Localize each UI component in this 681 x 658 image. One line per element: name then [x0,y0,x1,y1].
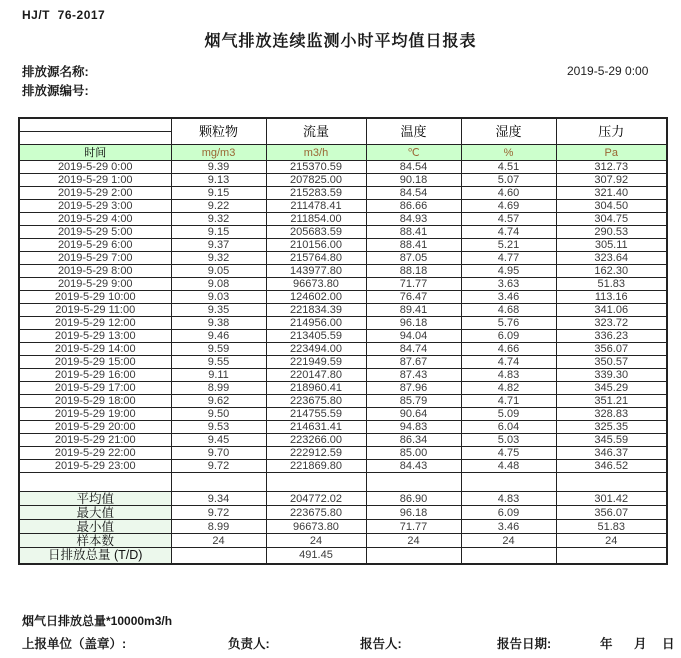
unit-humidity: % [461,145,556,161]
summary-row-value: 491.45 [266,548,366,564]
table-row-value: 205683.59 [266,226,366,239]
table-row-value: 210156.00 [266,239,366,252]
table-row-value: 86.66 [366,200,461,213]
table-row-value: 3.63 [461,278,556,291]
summary-row-value: 24 [266,534,366,548]
table-row-value: 85.00 [366,447,461,460]
table-row-value: 345.59 [556,434,667,447]
summary-row-value [461,548,556,564]
summary-row-value: 8.99 [171,520,266,534]
table-row-value: 215283.59 [266,187,366,200]
table-row [19,304,667,317]
footer-note: 烟气日排放总量*10000m3/h [22,614,173,628]
column-header-flow: 流量 [266,118,366,145]
table-row [19,252,667,265]
table-row-value: 9.32 [171,213,266,226]
table-row-value: 90.64 [366,408,461,421]
table-row [19,356,667,369]
table-row-value: 4.74 [461,356,556,369]
table-row-value: 4.82 [461,382,556,395]
summary-body [19,492,667,564]
table-row-value: 88.41 [366,239,461,252]
table-row-value: 84.43 [366,460,461,473]
table-row-value: 9.08 [171,278,266,291]
table-row-value: 304.50 [556,200,667,213]
table-row-value: 96673.80 [266,278,366,291]
table-row-label: 2019-5-29 6:00 [19,239,171,252]
summary-row-label: 平均值 [19,492,171,506]
table-row-value: 84.54 [366,161,461,174]
table-row [19,369,667,382]
summary-row-value: 6.09 [461,506,556,520]
pollutant-header-row [19,118,667,145]
table-row [19,317,667,330]
table-row [19,226,667,239]
report-date-label: 报告日期: [497,637,552,651]
table-row-value: 113.16 [556,291,667,304]
table-row-value: 4.95 [461,265,556,278]
corner-top-cell [20,119,171,132]
table-row-value: 76.47 [366,291,461,304]
table-row-value: 9.32 [171,252,266,265]
day-label: 日 [662,637,675,651]
table-row-value: 9.53 [171,421,266,434]
table-row-value: 207825.00 [266,174,366,187]
table-row-value: 89.41 [366,304,461,317]
summary-row-value: 4.83 [461,492,556,506]
table-row-value: 312.73 [556,161,667,174]
summary-row-value: 204772.02 [266,492,366,506]
table-row-value: 346.52 [556,460,667,473]
table-row-value: 143977.80 [266,265,366,278]
table-row-value: 5.07 [461,174,556,187]
table-row-value: 4.69 [461,200,556,213]
table-row-value: 6.09 [461,330,556,343]
table-row-label: 2019-5-29 10:00 [19,291,171,304]
table-row-value: 218960.41 [266,382,366,395]
table-row-value: 88.41 [366,226,461,239]
source-name-label: 排放源名称: [22,65,89,79]
table-row-value: 4.60 [461,187,556,200]
column-header-particulate: 颗粒物 [171,118,266,145]
unit-pressure: Pa [556,145,667,161]
summary-row-value: 96.18 [366,506,461,520]
table-row [19,421,667,434]
table-row-value: 223494.00 [266,343,366,356]
table-row-value: 86.34 [366,434,461,447]
summary-row-value: 9.72 [171,506,266,520]
table-row-label: 2019-5-29 14:00 [19,343,171,356]
table-row-value: 5.76 [461,317,556,330]
table-row-value: 9.55 [171,356,266,369]
table-row-label: 2019-5-29 21:00 [19,434,171,447]
table-row-value: 9.15 [171,187,266,200]
table-row-value: 4.77 [461,252,556,265]
table-row-value: 6.04 [461,421,556,434]
table-row-value: 9.72 [171,460,266,473]
corner-cell [19,118,171,145]
report-table [18,117,668,565]
table-row-value: 211854.00 [266,213,366,226]
table-row-label: 2019-5-29 4:00 [19,213,171,226]
table-row-value: 350.57 [556,356,667,369]
summary-row-value: 356.07 [556,506,667,520]
table-row-value: 4.68 [461,304,556,317]
summary-row-label: 日排放总量 (T/D) [19,548,171,564]
standard-code: HJ/T 76-2017 [22,8,106,22]
table-row [19,291,667,304]
table-row-value: 5.03 [461,434,556,447]
summary-row-value [171,548,266,564]
table-body [19,161,667,473]
table-row-value: 223266.00 [266,434,366,447]
table-row-value: 3.46 [461,291,556,304]
table-row-label: 2019-5-29 7:00 [19,252,171,265]
summary-row-value: 3.46 [461,520,556,534]
table-row-label: 2019-5-29 17:00 [19,382,171,395]
summary-row [19,492,667,506]
table-row-value: 94.83 [366,421,461,434]
responsible-label: 负责人: [228,637,270,651]
table-row [19,382,667,395]
table-row-value: 214956.00 [266,317,366,330]
table-row-label: 2019-5-29 16:00 [19,369,171,382]
report-datetime: 2019-5-29 0:00 [567,64,649,78]
table-row [19,161,667,174]
summary-row-value: 24 [171,534,266,548]
summary-row-value: 24 [461,534,556,548]
table-row-value: 8.99 [171,382,266,395]
table-row-value: 9.45 [171,434,266,447]
table-row-value: 87.43 [366,369,461,382]
table-row-value: 96.18 [366,317,461,330]
reporter-label: 报告人: [360,637,402,651]
table-row [19,278,667,291]
table-row-label: 2019-5-29 18:00 [19,395,171,408]
table-row-value: 84.54 [366,187,461,200]
table-row-label: 2019-5-29 13:00 [19,330,171,343]
table-row [19,213,667,226]
column-header-humidity: 湿度 [461,118,556,145]
source-id-label: 排放源编号: [22,84,89,98]
unit-flow: m3/h [266,145,366,161]
table-row-value: 356.07 [556,343,667,356]
table-row [19,460,667,473]
table-row-value: 84.74 [366,343,461,356]
summary-row-value: 301.42 [556,492,667,506]
table-row-label: 2019-5-29 12:00 [19,317,171,330]
table-row-value: 9.11 [171,369,266,382]
year-label: 年 [600,637,613,651]
table-row-label: 2019-5-29 22:00 [19,447,171,460]
table-row-value: 215370.59 [266,161,366,174]
table-row-value: 9.05 [171,265,266,278]
table-row-value: 9.15 [171,226,266,239]
table-row-value: 4.48 [461,460,556,473]
table-row-value: 339.30 [556,369,667,382]
table-row-value: 223675.80 [266,395,366,408]
table-row-value: 214631.41 [266,421,366,434]
summary-row [19,506,667,520]
table-row-value: 51.83 [556,278,667,291]
table-row [19,434,667,447]
summary-row [19,548,667,564]
table-row-value: 323.64 [556,252,667,265]
summary-row-value: 223675.80 [266,506,366,520]
table-row-value: 328.83 [556,408,667,421]
table-row-value: 9.70 [171,447,266,460]
table-row-label: 2019-5-29 23:00 [19,460,171,473]
table-row-label: 2019-5-29 2:00 [19,187,171,200]
table-row-value: 321.40 [556,187,667,200]
table-row-value: 85.79 [366,395,461,408]
table-row-value: 221869.80 [266,460,366,473]
table-row-value: 9.35 [171,304,266,317]
summary-row-value [556,548,667,564]
table-row-label: 2019-5-29 0:00 [19,161,171,174]
table-row-value: 5.21 [461,239,556,252]
table-row-value: 87.67 [366,356,461,369]
table-row [19,343,667,356]
table-row-value: 87.96 [366,382,461,395]
table-row [19,330,667,343]
table-row-label: 2019-5-29 19:00 [19,408,171,421]
table-row-value: 211478.41 [266,200,366,213]
table-row [19,174,667,187]
table-row-value: 220147.80 [266,369,366,382]
table-row [19,200,667,213]
table-row-value: 5.09 [461,408,556,421]
table-row-value: 9.13 [171,174,266,187]
table-row-value: 336.23 [556,330,667,343]
table-row-value: 305.11 [556,239,667,252]
signature-row [0,634,681,652]
table-row-label: 2019-5-29 20:00 [19,421,171,434]
table-row-value: 4.51 [461,161,556,174]
table-row-value: 94.04 [366,330,461,343]
corner-bottom-cell [20,132,171,144]
table-row-value: 9.03 [171,291,266,304]
table-row [19,265,667,278]
table-row [19,447,667,460]
table-row-value: 87.05 [366,252,461,265]
report-unit-label: 上报单位（盖章）: [22,637,127,651]
table-row-value: 9.39 [171,161,266,174]
summary-row-value: 24 [366,534,461,548]
summary-row-label: 最大值 [19,506,171,520]
summary-row-value: 24 [556,534,667,548]
table-row-value: 9.38 [171,317,266,330]
summary-row-value: 71.77 [366,520,461,534]
table-row-label: 2019-5-29 11:00 [19,304,171,317]
table-row-value: 221834.39 [266,304,366,317]
table-row-value: 90.18 [366,174,461,187]
table-row-value: 4.74 [461,226,556,239]
spacer-body [19,473,667,492]
summary-row-label: 样本数 [19,534,171,548]
table-row-value: 304.75 [556,213,667,226]
time-column-header: 时间 [19,145,171,161]
page-title: 烟气排放连续监测小时平均值日报表 [204,33,477,50]
summary-row-value: 51.83 [556,520,667,534]
unit-header-row [19,145,667,161]
table-row-value: 325.35 [556,421,667,434]
table-row-label: 2019-5-29 8:00 [19,265,171,278]
table-row-value: 84.93 [366,213,461,226]
table-row-value: 307.92 [556,174,667,187]
summary-row [19,520,667,534]
unit-temperature: ℃ [366,145,461,161]
table-row [19,239,667,252]
summary-row [19,534,667,548]
table-row-value: 9.59 [171,343,266,356]
unit-particulate: mg/m3 [171,145,266,161]
column-header-pressure: 压力 [556,118,667,145]
table-row-value: 351.21 [556,395,667,408]
summary-row-value: 96673.80 [266,520,366,534]
summary-row-label: 最小值 [19,520,171,534]
table-row-value: 213405.59 [266,330,366,343]
table-row-value: 346.37 [556,447,667,460]
summary-row-value: 86.90 [366,492,461,506]
table-row-label: 2019-5-29 15:00 [19,356,171,369]
table-row-label: 2019-5-29 5:00 [19,226,171,239]
table-row-value: 124602.00 [266,291,366,304]
table-row-value: 4.75 [461,447,556,460]
table-row-value: 162.30 [556,265,667,278]
table-row-value: 345.29 [556,382,667,395]
table-row-value: 323.72 [556,317,667,330]
table-row-value: 4.66 [461,343,556,356]
column-header-temperature: 温度 [366,118,461,145]
table-row-value: 9.50 [171,408,266,421]
table-row-value: 9.46 [171,330,266,343]
table-row [19,187,667,200]
summary-row-value: 9.34 [171,492,266,506]
table-row-value: 71.77 [366,278,461,291]
table-row-value: 4.57 [461,213,556,226]
table-row [19,395,667,408]
table-row [19,408,667,421]
table-row-value: 221949.59 [266,356,366,369]
table-row-value: 214755.59 [266,408,366,421]
table-row-value: 9.62 [171,395,266,408]
table-header [19,118,667,161]
table-row-value: 215764.80 [266,252,366,265]
table-row-value: 9.22 [171,200,266,213]
table-row-value: 4.71 [461,395,556,408]
table-row-value: 341.06 [556,304,667,317]
table-row-label: 2019-5-29 9:00 [19,278,171,291]
table-row-value: 88.18 [366,265,461,278]
table-row-label: 2019-5-29 1:00 [19,174,171,187]
table-row-value: 4.83 [461,369,556,382]
table-row-value: 290.53 [556,226,667,239]
table-row-value: 9.37 [171,239,266,252]
spacer-row [19,473,667,492]
summary-row-value [366,548,461,564]
table-row-label: 2019-5-29 3:00 [19,200,171,213]
month-label: 月 [634,637,647,651]
table-row-value: 222912.59 [266,447,366,460]
